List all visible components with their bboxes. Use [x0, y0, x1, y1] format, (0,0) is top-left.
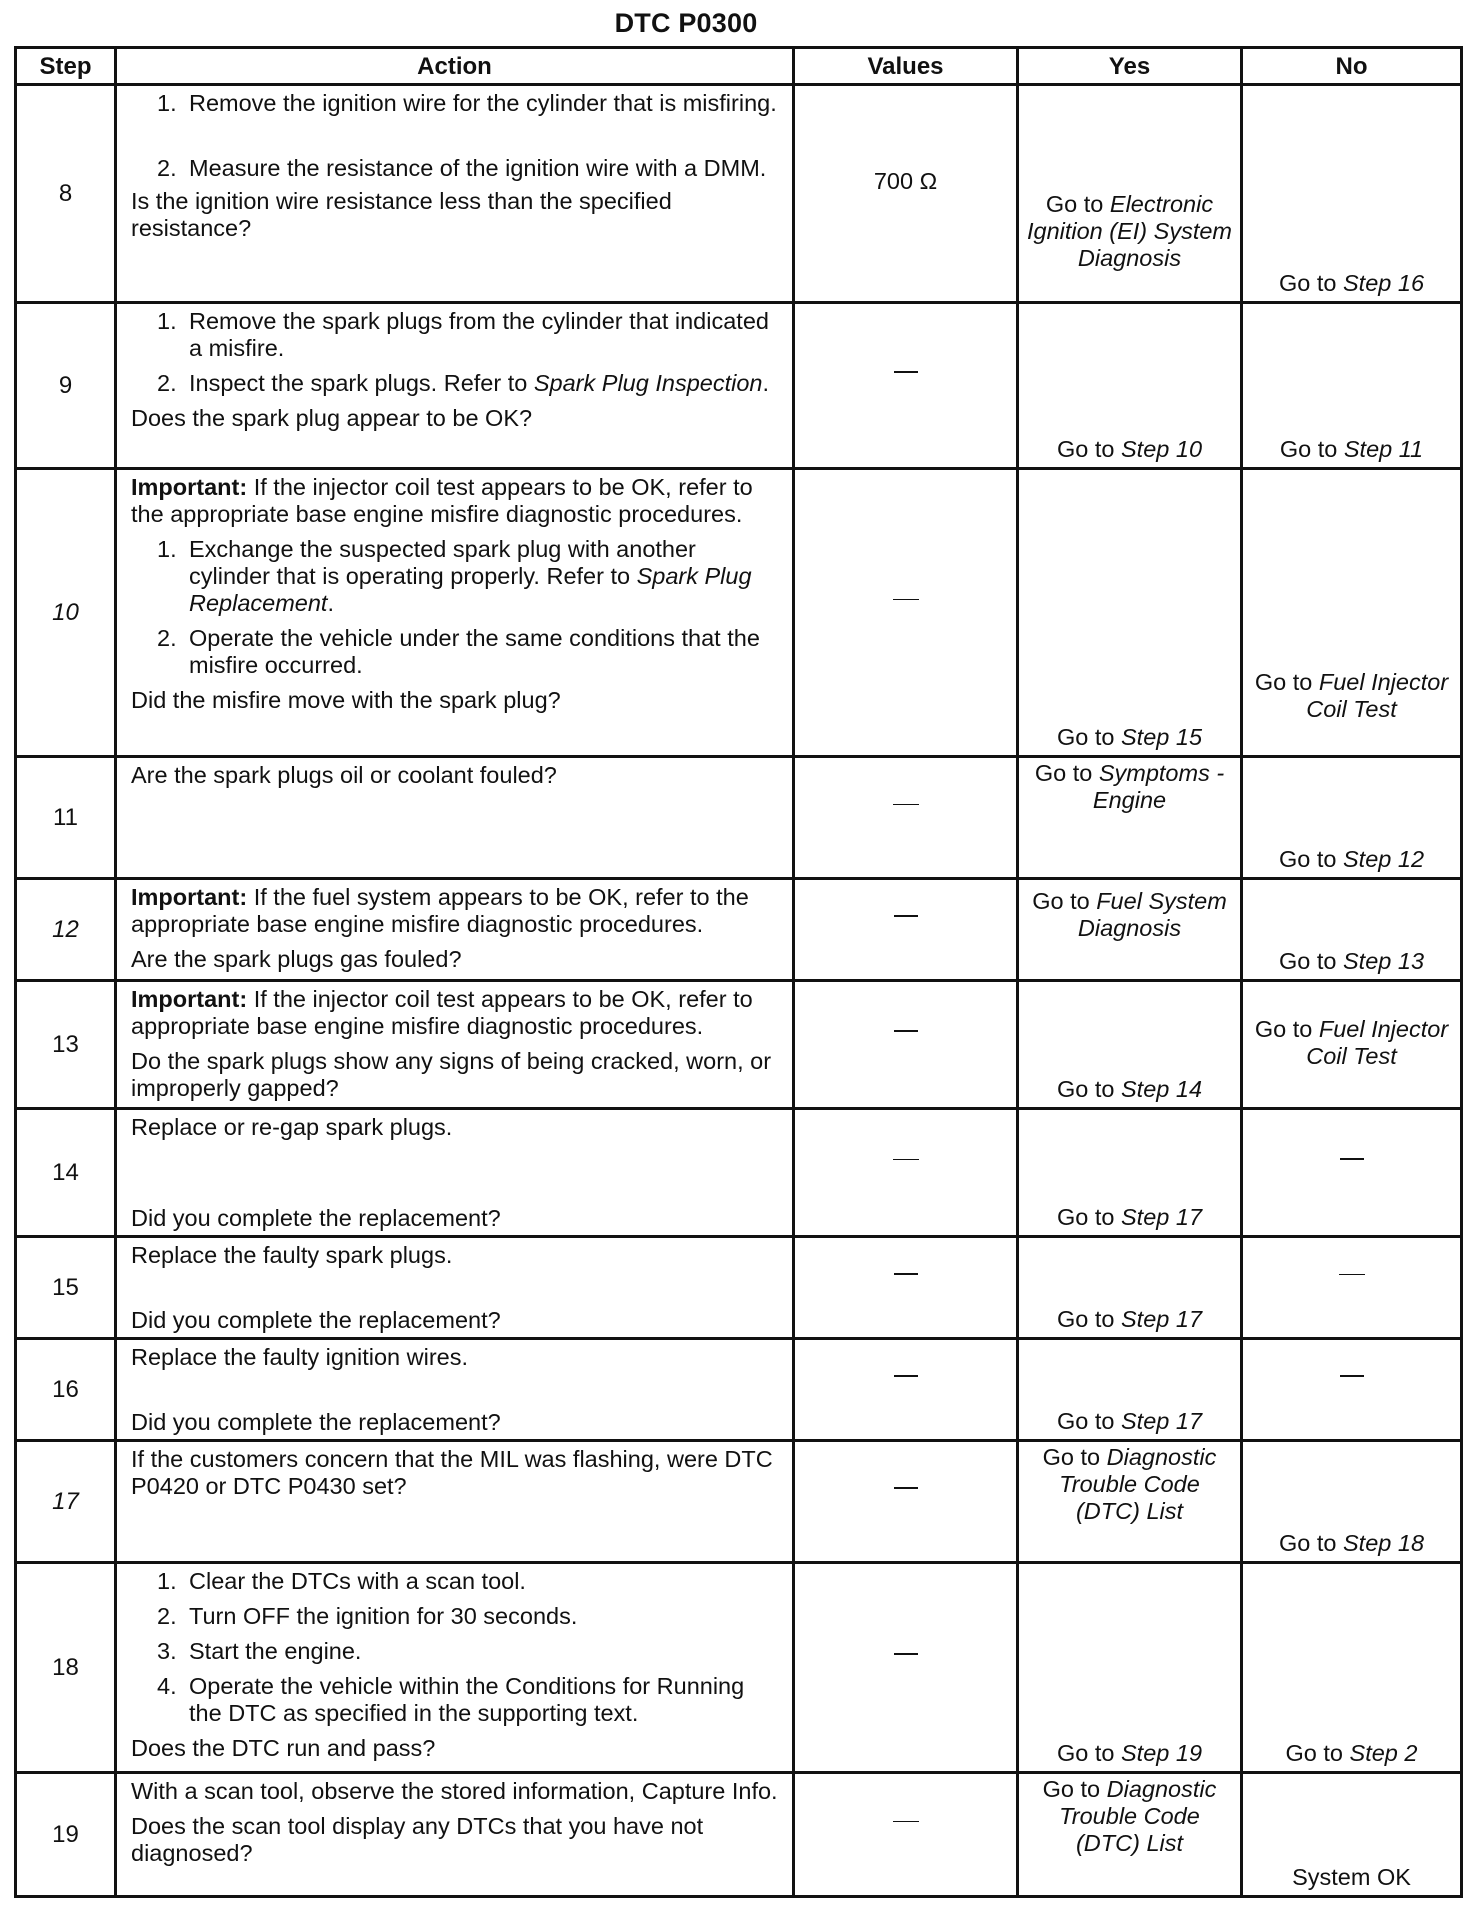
- yes-cell: [1018, 879, 1242, 981]
- yes-reference: Fuel System Diagnosis: [1077, 888, 1227, 941]
- header-step: Step: [16, 48, 116, 85]
- table-row-step-14: [16, 1109, 1462, 1237]
- yes-reference: Diagnostic Trouble Code (DTC) List: [1059, 1444, 1217, 1524]
- action-cell: [116, 879, 794, 981]
- no-prefix: Go to: [1254, 1016, 1313, 1042]
- important-note: If the injector coil test appears to be OK, refer to appropriate base engine misfire diagnostic procedures.: [131, 986, 753, 1039]
- step-number: 15: [16, 1237, 116, 1339]
- no-cell: [1242, 1339, 1462, 1441]
- no-result: System OK: [1292, 1864, 1411, 1890]
- step-number: 14: [16, 1109, 116, 1237]
- page-title: DTC P0300: [614, 8, 758, 38]
- yes-reference: Symptoms - Engine: [1092, 760, 1225, 813]
- no-prefix: Go to: [1278, 270, 1337, 296]
- yes-prefix: Go to: [1056, 1076, 1115, 1102]
- yes-cell: [1018, 1237, 1242, 1339]
- yes-prefix: Go to: [1042, 1444, 1101, 1470]
- action-item: Start the engine.: [189, 1638, 362, 1664]
- action-question: Does the spark plug appear to be OK?: [131, 405, 533, 431]
- table-row-step-19: [16, 1773, 1462, 1897]
- action-item: Measure the resistance of the ignition wire with a DMM.: [189, 155, 767, 181]
- step-number: 11: [16, 757, 116, 879]
- action-item: Clear the DTCs with a scan tool.: [189, 1568, 526, 1594]
- action-question: Does the scan tool display any DTCs that you have not diagnosed?: [131, 1813, 704, 1866]
- value-cell: [794, 1563, 1018, 1773]
- no-prefix: Go to: [1254, 669, 1313, 695]
- yes-cell: [1018, 1563, 1242, 1773]
- no-reference: Step 11: [1343, 436, 1424, 462]
- action-question: If the customers concern that the MIL was flashing, were DTC P0420 or DTC P0430 set?: [131, 1446, 773, 1499]
- yes-reference: Step 19: [1121, 1740, 1203, 1766]
- step-number: 9: [16, 303, 116, 469]
- no-cell: [1242, 469, 1462, 757]
- no-reference: Step 2: [1349, 1740, 1418, 1766]
- yes-reference: Step 17: [1121, 1204, 1203, 1230]
- em-dash: [1340, 1375, 1364, 1404]
- step-number: 13: [16, 981, 116, 1109]
- table-row-step-12: [16, 879, 1462, 981]
- yes-prefix: Go to: [1045, 191, 1104, 217]
- action-cell: [116, 1441, 794, 1563]
- no-reference: Fuel Injector Coil Test: [1306, 669, 1449, 722]
- important-label: Important:: [131, 474, 248, 500]
- important-note: If the fuel system appears to be OK, refer to the appropriate base engine misfire diagnostic procedures.: [131, 884, 749, 937]
- yes-reference: Diagnostic Trouble Code (DTC) List: [1059, 1776, 1217, 1856]
- action-instruction: Replace the faulty ignition wires.: [131, 1344, 469, 1370]
- em-dash: [893, 1159, 919, 1187]
- value-cell: 700 Ω: [794, 85, 1018, 303]
- header-row: [16, 48, 1462, 85]
- yes-reference: Step 15: [1121, 724, 1203, 750]
- header-values: Values: [794, 48, 1018, 85]
- action-question: Does the DTC run and pass?: [131, 1735, 436, 1761]
- step-number: 8: [16, 85, 116, 303]
- value-cell: [794, 303, 1018, 469]
- yes-cell: [1018, 1441, 1242, 1563]
- yes-prefix: Go to: [1034, 760, 1093, 786]
- no-cell: [1242, 981, 1462, 1109]
- em-dash: [894, 1375, 918, 1404]
- yes-cell: [1018, 1773, 1242, 1897]
- action-cell: 1. Remove the spark plugs from the cylinder that indicated a misfire. 2. Inspect the spark plugs. Refer to Spark Plug Inspection. Does the spark plug appear to be OK?: [116, 303, 794, 469]
- yes-cell: [1018, 757, 1242, 879]
- yes-prefix: Go to: [1042, 1776, 1101, 1802]
- em-dash: [893, 804, 919, 832]
- em-dash: [893, 599, 919, 627]
- yes-prefix: Go to: [1056, 436, 1115, 462]
- yes-reference: Step 17: [1121, 1306, 1203, 1332]
- no-reference: Step 18: [1343, 1530, 1425, 1556]
- yes-reference: Electronic Ignition (EI) System Diagnosis: [1026, 191, 1233, 271]
- no-cell: [1242, 757, 1462, 879]
- value-cell: [794, 879, 1018, 981]
- value-cell: [794, 981, 1018, 1109]
- no-cell: [1242, 1441, 1462, 1563]
- no-reference: Step 16: [1343, 270, 1425, 296]
- action-cell: [116, 981, 794, 1109]
- important-label: Important:: [131, 986, 248, 1012]
- no-cell: [1242, 1773, 1462, 1897]
- table-row-step-17: [16, 1441, 1462, 1563]
- step-number: 17: [16, 1441, 116, 1563]
- table-row-step-10: [16, 469, 1462, 757]
- action-instruction: With a scan tool, observe the stored information, Capture Info.: [131, 1778, 778, 1804]
- action-cell: Important: If the injector coil test appears to be OK, refer to the appropriate base engine misfire diagnostic procedures. 1. Exchange the suspected spark plug with another cylinder that is operating properly. Refer to Spark Plug Replacement. 2. Operate the vehicle under the same conditions that the misfire occurred. Did the misfire move with the spark plug?: [116, 469, 794, 757]
- no-cell: [1242, 1109, 1462, 1237]
- action-cell: [116, 757, 794, 879]
- em-dash: [894, 1030, 918, 1059]
- action-item: Exchange the suspected spark plug with another cylinder that is operating properly. Refer to: [189, 536, 696, 589]
- value-cell: [794, 1339, 1018, 1441]
- yes-cell: [1018, 981, 1242, 1109]
- action-question: Is the ignition wire resistance less than the specified resistance?: [131, 188, 672, 241]
- header-yes: Yes: [1018, 48, 1242, 85]
- no-prefix: Go to: [1279, 436, 1338, 462]
- action-cell: [116, 1773, 794, 1897]
- table-row-step-16: [16, 1339, 1462, 1441]
- em-dash: [1340, 1158, 1364, 1187]
- action-question: Did you complete the replacement?: [131, 1205, 501, 1231]
- value-cell: [794, 1237, 1018, 1339]
- step-number: 10: [16, 469, 116, 757]
- table-row-step-13: [16, 981, 1462, 1109]
- value-cell: [794, 1109, 1018, 1237]
- action-cell: [116, 1237, 794, 1339]
- yes-prefix: Go to: [1032, 888, 1090, 914]
- step-number: 16: [16, 1339, 116, 1441]
- em-dash: [894, 1653, 918, 1682]
- no-reference: Step 12: [1343, 846, 1425, 872]
- header-no: No: [1242, 48, 1462, 85]
- action-item: Inspect the spark plugs. Refer to: [189, 370, 528, 396]
- value-cell: [794, 1773, 1018, 1897]
- value-cell: [794, 757, 1018, 879]
- yes-prefix: Go to: [1056, 1408, 1115, 1434]
- step-number: 18: [16, 1563, 116, 1773]
- no-cell: [1242, 85, 1462, 303]
- action-cell: 1. Remove the ignition wire for the cylinder that is misfiring. 2. Measure the resistance of the ignition wire with a DMM. Is the ignition wire resistance less than the specified resistance?: [116, 85, 794, 303]
- no-cell: [1242, 879, 1462, 981]
- table-row-step-11: [16, 757, 1462, 879]
- yes-prefix: Go to: [1056, 1740, 1115, 1766]
- action-item: Remove the ignition wire for the cylinder that is misfiring.: [189, 90, 777, 116]
- step-number: 19: [16, 1773, 116, 1897]
- yes-prefix: Go to: [1056, 1306, 1115, 1332]
- no-reference: Fuel Injector Coil Test: [1306, 1016, 1449, 1069]
- no-prefix: Go to: [1278, 1530, 1337, 1556]
- no-cell: [1242, 1563, 1462, 1773]
- value-cell: [794, 1441, 1018, 1563]
- header-action: Action: [116, 48, 794, 85]
- important-note: If the injector coil test appears to be OK, refer to the appropriate base engine misfire diagnostic procedures.: [131, 474, 753, 527]
- action-reference: Spark Plug Replacement: [189, 563, 752, 616]
- em-dash: [1339, 1274, 1365, 1302]
- em-dash: [894, 1273, 918, 1302]
- no-reference: Step 13: [1343, 948, 1425, 974]
- table-row-step-9: [16, 303, 1462, 469]
- step-number: 12: [16, 879, 116, 981]
- yes-cell: [1018, 1109, 1242, 1237]
- yes-cell: [1018, 1339, 1242, 1441]
- table-row-step-8: [16, 85, 1462, 303]
- action-item: Remove the spark plugs from the cylinder that indicated a misfire.: [189, 308, 769, 361]
- action-question: Did you complete the replacement?: [131, 1409, 501, 1435]
- action-reference: Spark Plug Inspection: [533, 370, 763, 396]
- yes-reference: Step 17: [1121, 1408, 1203, 1434]
- action-question: Did the misfire move with the spark plug?: [131, 687, 561, 713]
- em-dash: [894, 915, 918, 944]
- action-question: Are the spark plugs oil or coolant fouled?: [131, 762, 557, 788]
- yes-reference: Step 10: [1121, 436, 1203, 462]
- yes-cell: [1018, 85, 1242, 303]
- yes-cell: [1018, 303, 1242, 469]
- action-item: Turn OFF the ignition for 30 seconds.: [189, 1603, 578, 1629]
- table-row-step-15: [16, 1237, 1462, 1339]
- action-instruction: Replace or re-gap spark plugs.: [131, 1114, 453, 1140]
- em-dash: [893, 1821, 919, 1849]
- no-prefix: Go to: [1278, 948, 1337, 974]
- yes-reference: Step 14: [1121, 1076, 1203, 1102]
- action-cell: [116, 1339, 794, 1441]
- action-question: Did you complete the replacement?: [131, 1307, 501, 1333]
- action-item: Operate the vehicle within the Conditions for Running the DTC as specified in the supporting text.: [189, 1673, 745, 1726]
- action-cell: 1. Clear the DTCs with a scan tool. 2. Turn OFF the ignition for 30 seconds. 3. Start the engine. 4. Operate the vehicle within the Conditions for Running the DTC as specified in the supporting text. Does the DTC run and pass?: [116, 1563, 794, 1773]
- action-question: Do the spark plugs show any signs of being cracked, worn, or improperly gapped?: [131, 1048, 772, 1101]
- no-cell: [1242, 1237, 1462, 1339]
- no-cell: [1242, 303, 1462, 469]
- yes-prefix: Go to: [1056, 724, 1115, 750]
- no-prefix: Go to: [1285, 1740, 1343, 1766]
- em-dash: [894, 371, 918, 400]
- important-label: Important:: [131, 884, 248, 910]
- action-question: Are the spark plugs gas fouled?: [131, 946, 462, 972]
- action-cell: [116, 1109, 794, 1237]
- no-prefix: Go to: [1278, 846, 1337, 872]
- table-row-step-18: [16, 1563, 1462, 1773]
- yes-cell: [1018, 469, 1242, 757]
- em-dash: [894, 1487, 918, 1516]
- value-cell: [794, 469, 1018, 757]
- action-instruction: Replace the faulty spark plugs.: [131, 1242, 453, 1268]
- diagnostic-table: [14, 46, 1463, 1898]
- action-item: Operate the vehicle under the same conditions that the misfire occurred.: [189, 625, 760, 678]
- yes-prefix: Go to: [1056, 1204, 1115, 1230]
